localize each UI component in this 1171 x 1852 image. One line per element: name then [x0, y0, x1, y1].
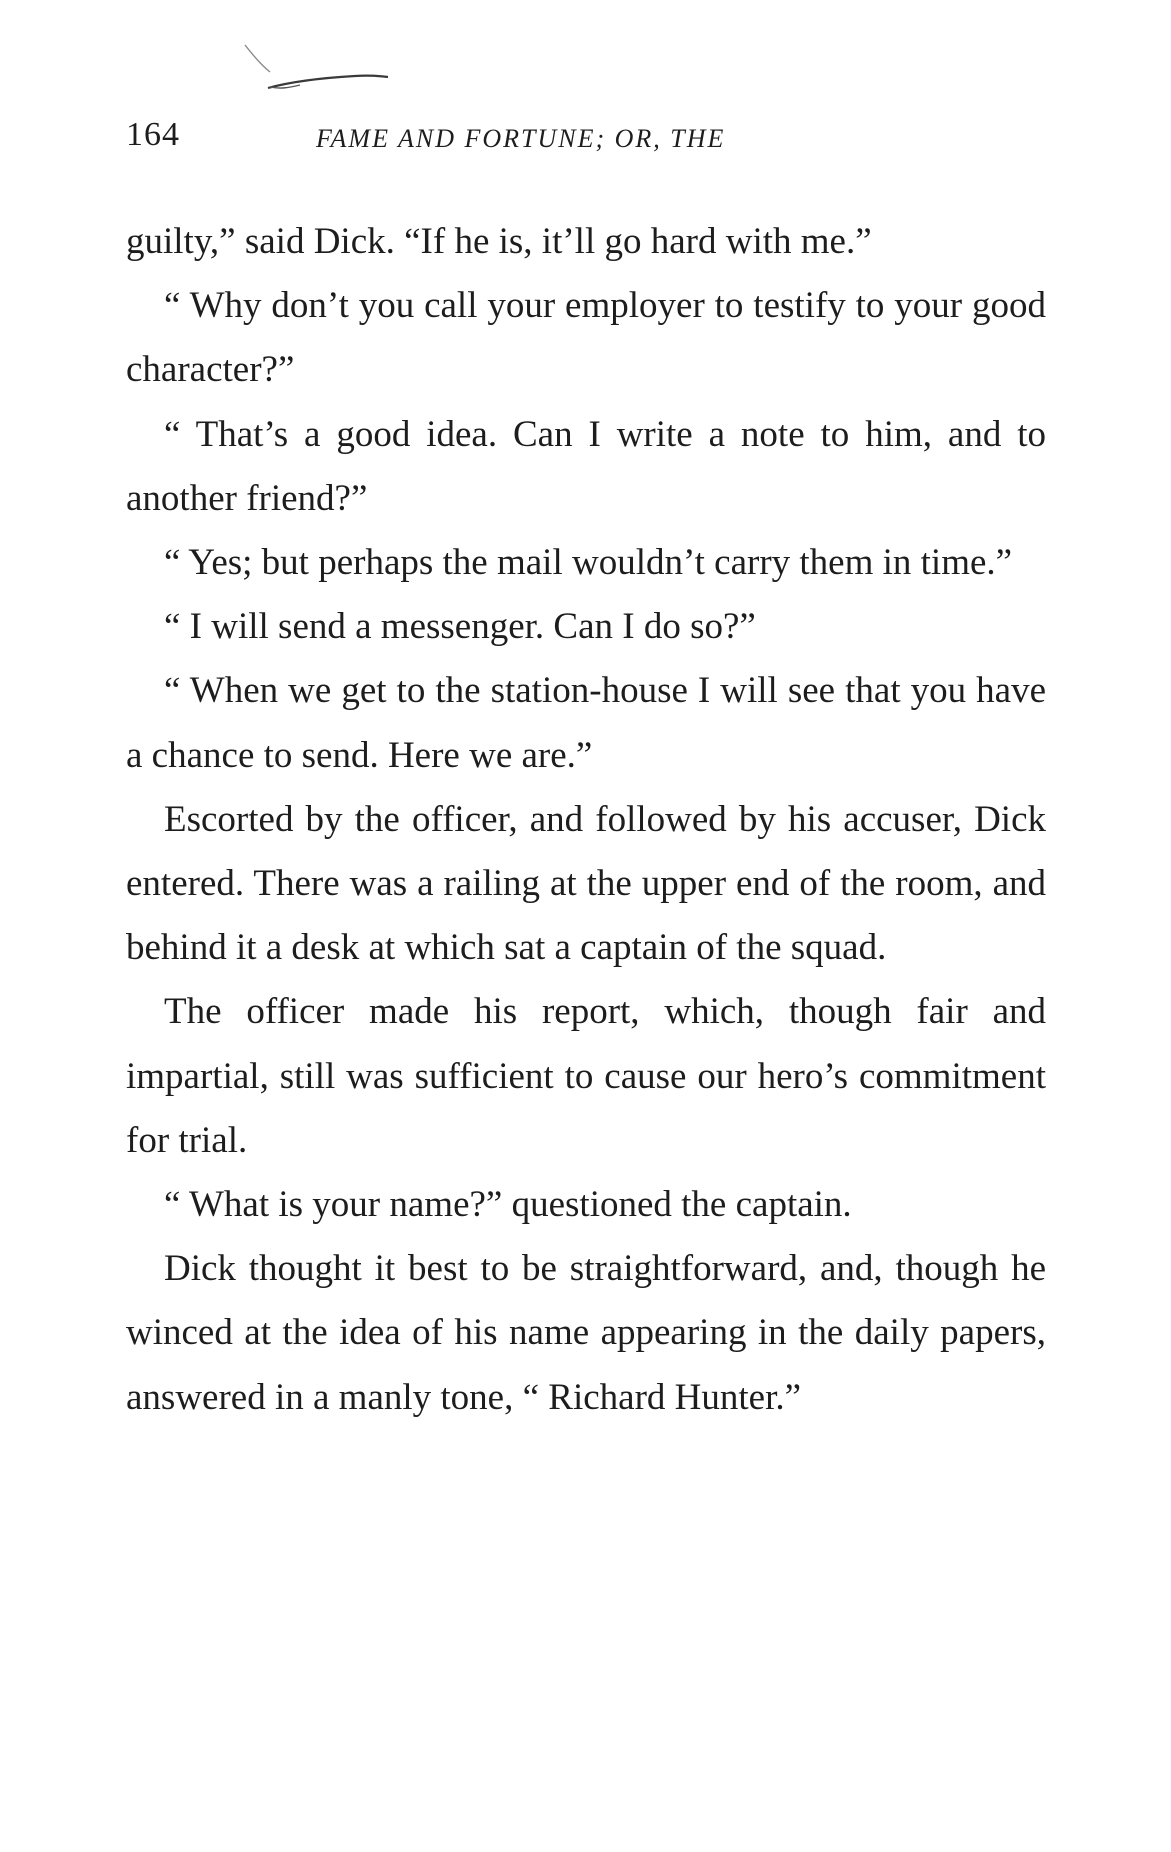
paragraph: “ When we get to the station-house I will see that you have a chance to send. Here we are.”: [126, 670, 1046, 776]
paragraph: “ That’s a good idea. Can I write a note to him, and to another friend?”: [126, 413, 1046, 519]
paragraph: “ I will send a messenger. Can I do so?”: [164, 606, 756, 648]
paragraph: The officer made his report, which, though fair and impartial, still was sufficient to cause our hero’s commitment for trial.: [126, 991, 1046, 1161]
running-head: FAME AND FORTUNE; OR, THE: [316, 124, 726, 153]
page-number: 164: [126, 116, 180, 153]
paragraph: guilty,” said Dick. “If he is, it’ll go hard with me.”: [126, 221, 872, 262]
paragraph: “ Yes; but perhaps the mail wouldn’t carry them in time.”: [164, 542, 1013, 584]
body-text: [126, 210, 1046, 1430]
page-header: [126, 116, 1046, 166]
pencil-mark: [240, 40, 410, 110]
paragraph: “ Why don’t you call your employer to testify to your good character?”: [126, 285, 1046, 391]
paragraph: Escorted by the officer, and followed by his accuser, Dick entered. There was a railing at the upper end of the room, and behind it a desk at which sat a captain of the squad.: [126, 798, 1046, 969]
paragraph: Dick thought it best to be straightforward, and, though he winced at the idea of his name appearing in the daily papers, answered in a manly tone, “ Richard Hunter.”: [126, 1248, 1046, 1418]
paragraph: “ What is your name?” questioned the captain.: [164, 1184, 852, 1226]
